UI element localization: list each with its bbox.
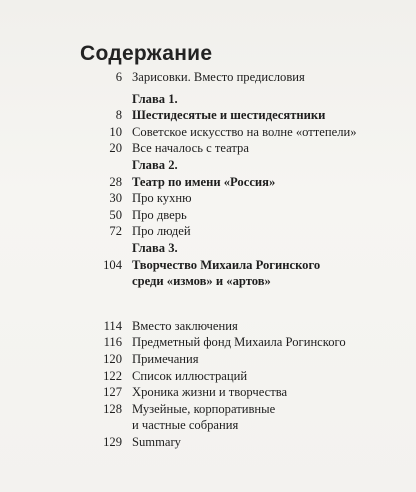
toc-page-number: 10 xyxy=(109,124,122,139)
toc-entry-title: и частные собрания xyxy=(132,418,239,433)
page-title: Содержание xyxy=(80,42,213,65)
toc-entry-continuation xyxy=(0,417,416,434)
toc-entry-title: Предметный фонд Михаила Рогинского xyxy=(132,335,346,350)
toc-page-number: 122 xyxy=(103,368,122,383)
table-of-contents xyxy=(0,69,416,450)
toc-page-number: 72 xyxy=(109,224,122,239)
toc-page-number: 6 xyxy=(115,70,122,84)
toc-page-number: 8 xyxy=(115,108,122,123)
toc-entry xyxy=(0,223,416,240)
toc-entry-title: Список иллюстраций xyxy=(132,368,248,383)
toc-entry xyxy=(0,124,416,141)
toc-page-number: 129 xyxy=(103,434,122,449)
toc-entry-title: Про кухню xyxy=(132,191,192,206)
toc-entry-title: Советское искусство на волне «оттепели» xyxy=(132,124,357,139)
toc-entry xyxy=(0,140,416,157)
toc-entry-title: Про людей xyxy=(132,224,191,239)
toc-page-number: 128 xyxy=(103,401,122,416)
toc-entry xyxy=(0,207,416,224)
toc-entry-title: Зарисовки. Вместо предисловия xyxy=(132,70,305,84)
toc-page-number: 104 xyxy=(103,257,122,272)
toc-chapter-heading xyxy=(0,157,416,174)
toc-entry xyxy=(0,257,416,274)
toc-entry-title: Шестидесятые и шестидесятники xyxy=(132,108,326,123)
toc-entry-title: Глава 1. xyxy=(132,91,178,106)
toc-entry xyxy=(0,384,416,401)
toc-entry xyxy=(0,434,416,451)
toc-page-number: 116 xyxy=(103,335,122,350)
toc-entry xyxy=(0,318,416,335)
toc-page-number: 28 xyxy=(109,174,122,189)
toc-chapter-heading xyxy=(0,91,416,108)
toc-entry-title: Театр по имени «Россия» xyxy=(132,174,276,189)
toc-entry-title: Вместо заключения xyxy=(132,318,238,333)
section-spacer xyxy=(0,290,416,318)
toc-entry-title: Все началось с театра xyxy=(132,141,249,156)
toc-entry xyxy=(0,334,416,351)
toc-entry xyxy=(0,107,416,124)
toc-entry-title: Про дверь xyxy=(132,207,187,222)
toc-entry-continuation xyxy=(0,273,416,290)
toc-page-number: 127 xyxy=(103,385,122,400)
toc-entry xyxy=(0,351,416,368)
toc-page-number: 114 xyxy=(103,318,122,333)
toc-entry xyxy=(0,174,416,191)
toc-entry-title: Глава 3. xyxy=(132,240,178,255)
toc-entry-title: Примечания xyxy=(132,351,199,366)
toc-page-number: 20 xyxy=(109,141,122,156)
toc-entry xyxy=(0,69,416,86)
toc-entry-title: Summary xyxy=(132,434,181,449)
toc-entry-title: Глава 2. xyxy=(132,157,178,172)
toc-entry-title: Хроника жизни и творчества xyxy=(132,385,288,400)
toc-entry-title: Творчество Михаила Рогинского xyxy=(132,257,321,272)
toc-entry-title: Музейные, корпоративные xyxy=(132,401,276,416)
toc-page-number: 50 xyxy=(109,207,122,222)
toc-page-number: 120 xyxy=(103,351,122,366)
toc-entry-title: среди «измов» и «артов» xyxy=(132,274,271,289)
toc-chapter-heading xyxy=(0,240,416,257)
toc-page-number: 30 xyxy=(109,191,122,206)
toc-entry xyxy=(0,401,416,418)
toc-entry xyxy=(0,190,416,207)
toc-entry xyxy=(0,368,416,385)
